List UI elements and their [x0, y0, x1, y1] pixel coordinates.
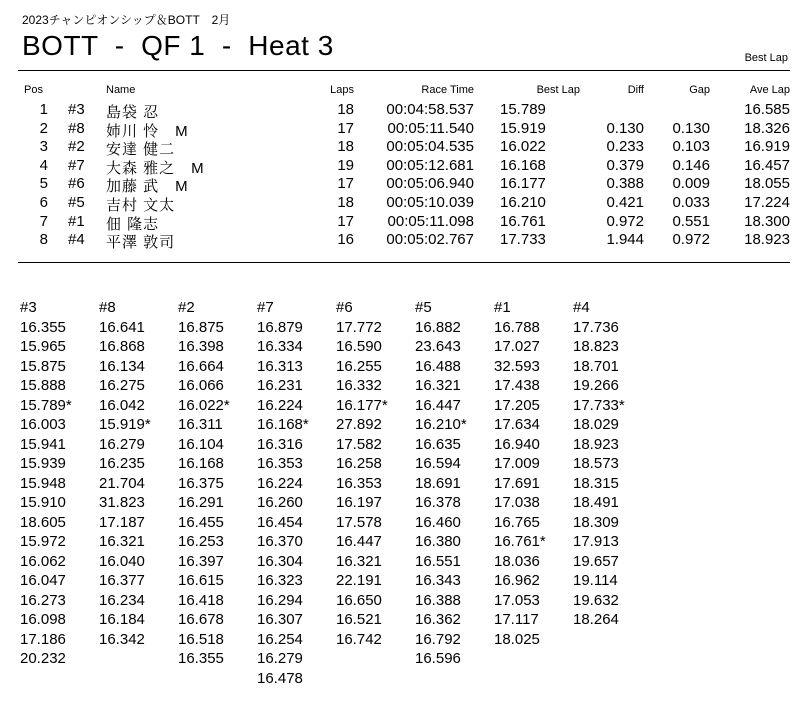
lap-time: 18.823: [573, 338, 619, 355]
kart-number-cell: #8: [68, 119, 85, 137]
laps-cell: 17: [337, 175, 354, 193]
header-divider: [18, 70, 790, 71]
lap-time: 16.635: [415, 435, 461, 453]
lap-column-header: #5: [415, 299, 432, 316]
lap-time: 19.657: [573, 552, 619, 570]
lap-time: 16.370: [257, 533, 303, 550]
laps-cell: 17: [337, 119, 354, 137]
gap-cell: 0.146: [672, 156, 710, 174]
laps-cell: 19: [337, 156, 354, 174]
driver-name-cell: 吉村 文太: [106, 197, 176, 214]
ave-lap-cell: 17.224: [744, 194, 790, 211]
kart-number-cell: #7: [68, 156, 85, 174]
driver-name-cell: 安達 健二: [106, 141, 176, 159]
best-lap-cell: 16.210: [500, 194, 546, 211]
race-time-cell: 00:05:06.940: [386, 175, 474, 193]
best-lap-cell: 16.177: [500, 175, 546, 193]
lap-time: 16.279: [257, 650, 303, 667]
result-row: [0, 120, 800, 138]
kart-number-cell: #1: [68, 212, 85, 230]
lap-column: [178, 298, 258, 669]
lap-time: 15.888: [20, 377, 66, 394]
lap-time: 16.353: [257, 455, 303, 472]
laps-cell: 18: [337, 194, 354, 211]
lap-time: 16.273: [20, 591, 66, 609]
gap-cell: 0.033: [672, 194, 710, 211]
lap-time: 16.594: [415, 455, 461, 472]
lap-time: 16.460: [415, 513, 461, 531]
lap-column-header: #3: [20, 299, 37, 316]
lap-time: 16.291: [178, 494, 224, 511]
ave-lap-cell: 16.919: [744, 138, 790, 156]
event-subtitle: 2023チャンピオンシップ＆BOTT 2月: [22, 13, 231, 27]
lap-time: 18.491: [573, 494, 619, 511]
lap-time: 16.210*: [415, 416, 467, 433]
lap-time: 16.551: [415, 552, 461, 570]
col-gap: Gap: [689, 84, 710, 96]
results-header: [0, 84, 800, 102]
lap-time: 16.447: [336, 533, 382, 550]
lap-time: 16.313: [257, 357, 303, 375]
lap-time: 16.066: [178, 377, 224, 394]
lap-column-header: #1: [494, 299, 511, 316]
lap-time: 16.224: [257, 396, 303, 414]
lap-time: 16.234: [99, 591, 145, 609]
col-pos: Pos: [24, 84, 43, 96]
ave-lap-cell: 18.055: [744, 175, 790, 193]
lap-time: 16.258: [336, 455, 382, 472]
lap-column-header: #6: [336, 299, 353, 316]
lap-time: 16.323: [257, 572, 303, 589]
lap-time: 18.029: [573, 416, 619, 433]
result-row: [0, 231, 800, 252]
best-lap-cell: 16.022: [500, 138, 546, 156]
driver-name-cell: 大森 雅之 M: [106, 159, 205, 177]
lap-time: 16.650: [336, 591, 382, 609]
kart-number-cell: #5: [68, 194, 85, 211]
lap-time: 16.168*: [257, 416, 309, 433]
lap-time: 15.972: [20, 533, 66, 550]
lap-time: 17.772: [336, 318, 382, 336]
lap-time: 20.232: [20, 650, 66, 667]
lap-time: 18.264: [573, 611, 619, 628]
diff-cell: 0.421: [606, 194, 644, 211]
ave-lap-cell: 16.457: [744, 156, 790, 174]
lap-time: 17.186: [20, 630, 66, 648]
gap-cell: 0.130: [672, 119, 710, 137]
lap-column: [573, 298, 653, 630]
lap-time: 17.578: [336, 513, 382, 531]
result-row: [0, 101, 800, 119]
page-title: BOTT - QF 1 - Heat 3: [22, 30, 334, 61]
lap-time: 16.254: [257, 630, 303, 648]
pos-cell: 5: [39, 175, 48, 193]
lap-time: 16.321: [415, 377, 461, 394]
lap-time: 18.573: [573, 455, 619, 472]
lap-time: 19.114: [573, 572, 618, 589]
lap-time: 16.304: [257, 552, 303, 570]
lap-time: 16.398: [178, 338, 224, 355]
pos-cell: 6: [39, 194, 48, 211]
lap-time: 15.919*: [99, 416, 151, 433]
col-ave-lap: Ave Lap: [749, 84, 790, 96]
lap-column: [99, 298, 179, 649]
driver-name-cell: 加藤 武 M: [106, 178, 189, 196]
lap-time: 16.742: [336, 630, 382, 648]
lap-time: 17.187: [99, 513, 145, 531]
lap-time: 16.377: [99, 572, 145, 589]
lap-column: [257, 298, 337, 688]
lap-time: 16.224: [257, 474, 303, 492]
lap-time: 16.590: [336, 338, 382, 355]
lap-time: 16.197: [336, 494, 382, 511]
lap-time: 16.334: [257, 338, 303, 355]
col-name: Name: [106, 84, 136, 96]
lap-time: 16.253: [178, 533, 224, 550]
lap-time: 16.761*: [494, 533, 546, 550]
lap-time: 16.022*: [178, 396, 230, 414]
col-race-time: Race Time: [421, 84, 474, 96]
col-best-lap: Best Lap: [536, 84, 580, 96]
best-lap-cell: 15.789: [500, 101, 546, 118]
lap-time: 16.447: [415, 396, 461, 414]
lap-column-header: #2: [178, 299, 195, 316]
lap-time: 16.418: [178, 591, 224, 609]
lap-time: 16.275: [99, 377, 145, 394]
lap-time: 16.788: [494, 318, 540, 336]
lap-time: 19.632: [573, 591, 619, 609]
result-row: [0, 213, 800, 231]
kart-number-cell: #2: [68, 138, 85, 156]
lap-time: 16.521: [336, 611, 382, 628]
lap-time: 16.332: [336, 377, 382, 394]
lap-time: 16.455: [178, 513, 224, 531]
race-time-cell: 00:05:11.098: [387, 212, 474, 230]
race-time-cell: 00:05:02.767: [386, 231, 474, 249]
ave-lap-cell: 16.585: [744, 101, 790, 118]
lap-time: 21.704: [99, 474, 145, 492]
lap-time: 18.309: [573, 513, 619, 531]
best-lap-cell: 16.168: [500, 156, 546, 174]
lap-time: 16.792: [415, 630, 461, 648]
lap-time: 16.388: [415, 591, 461, 609]
lap-time: 16.321: [99, 533, 145, 550]
lap-time: 16.042: [99, 396, 145, 414]
lap-time: 16.596: [415, 650, 461, 667]
diff-cell: 0.379: [606, 156, 644, 174]
lap-time: 18.701: [573, 357, 619, 375]
lap-time: 16.047: [20, 572, 66, 589]
lap-time: 15.965: [20, 338, 66, 355]
lap-time: 18.315: [573, 474, 619, 492]
result-row: [0, 194, 800, 212]
lap-time: 22.191: [336, 572, 382, 589]
ave-lap-cell: 18.923: [744, 231, 790, 249]
lap-column-header: #8: [99, 299, 116, 316]
laps-cell: 16: [337, 231, 354, 249]
laps-cell: 18: [337, 138, 354, 156]
lap-time: 16.678: [178, 611, 224, 628]
lap-time: 15.910: [20, 494, 66, 511]
best-lap-label: Best Lap: [744, 52, 788, 64]
diff-cell: 0.233: [606, 138, 644, 156]
lap-time: 16.641: [99, 318, 145, 336]
lap-time: 17.205: [494, 396, 540, 414]
lap-column: [415, 298, 495, 669]
lap-time: 15.941: [20, 435, 66, 453]
lap-time: 16.362: [415, 611, 461, 628]
pos-cell: 2: [39, 119, 48, 137]
lap-time: 17.736: [573, 318, 619, 336]
lap-time: 16.615: [178, 572, 224, 589]
lap-time: 16.868: [99, 338, 145, 355]
lap-time: 15.939: [20, 455, 66, 472]
lap-time: 16.454: [257, 513, 303, 531]
race-time-cell: 00:05:04.535: [386, 138, 474, 156]
lap-time: 16.765: [494, 513, 540, 531]
lap-time: 16.355: [20, 318, 66, 336]
lap-time: 16.311: [178, 416, 223, 433]
diff-cell: 0.972: [606, 212, 644, 230]
lap-time: 16.518: [178, 630, 224, 648]
race-time-cell: 00:05:12.681: [386, 156, 474, 174]
lap-column-header: #7: [257, 299, 274, 316]
lap-time: 16.040: [99, 552, 145, 570]
gap-cell: 0.551: [672, 212, 710, 230]
lap-time: 17.009: [494, 455, 540, 472]
lap-time: 16.478: [257, 669, 303, 687]
lap-time: 17.038: [494, 494, 540, 511]
pos-cell: 7: [39, 212, 48, 230]
lap-time: 16.397: [178, 552, 224, 570]
lap-time: 16.134: [99, 357, 145, 375]
diff-cell: 1.944: [606, 231, 644, 249]
lap-time: 18.605: [20, 513, 66, 531]
lap-time: 16.104: [178, 435, 224, 453]
lap-time: 16.168: [178, 455, 224, 472]
lap-time: 16.664: [178, 357, 224, 375]
lap-time: 23.643: [415, 338, 461, 355]
lap-time: 17.053: [494, 591, 540, 609]
race-time-cell: 00:04:58.537: [386, 101, 474, 118]
diff-cell: 0.388: [606, 175, 644, 193]
lap-time: 16.062: [20, 552, 66, 570]
lap-time: 18.025: [494, 630, 540, 648]
results-divider: [18, 262, 790, 263]
lap-time: 16.316: [257, 435, 303, 453]
kart-number-cell: #6: [68, 175, 85, 193]
driver-name-cell: 姉川 怜 M: [106, 122, 189, 140]
best-lap-cell: 15.919: [500, 119, 546, 137]
kart-number-cell: #4: [68, 231, 85, 249]
lap-time: 16.184: [99, 611, 145, 628]
lap-time: 16.321: [336, 552, 382, 570]
ave-lap-cell: 18.326: [744, 119, 790, 137]
kart-number-cell: #3: [68, 101, 85, 118]
lap-time: 15.789*: [20, 396, 72, 414]
race-time-cell: 00:05:10.039: [386, 194, 474, 211]
gap-cell: 0.103: [672, 138, 710, 156]
lap-time: 17.733*: [573, 396, 625, 414]
lap-time: 16.353: [336, 474, 382, 492]
lap-time: 16.879: [257, 318, 303, 336]
lap-time: 17.438: [494, 377, 540, 394]
driver-name-cell: 佃 隆志: [106, 215, 160, 233]
lap-time: 16.255: [336, 357, 382, 375]
pos-cell: 3: [39, 138, 48, 156]
lap-time: 16.003: [20, 416, 66, 433]
pos-cell: 1: [39, 101, 48, 118]
ave-lap-cell: 18.300: [744, 212, 790, 230]
gap-cell: 0.972: [672, 231, 710, 249]
lap-time: 16.235: [99, 455, 145, 472]
lap-time: 16.940: [494, 435, 540, 453]
lap-time: 17.634: [494, 416, 540, 433]
lap-time: 17.913: [573, 533, 619, 550]
result-row: [0, 138, 800, 159]
lap-time: 15.948: [20, 474, 66, 492]
lap-time: 17.691: [494, 474, 540, 492]
lap-time: 16.375: [178, 474, 224, 492]
lap-time: 27.892: [336, 416, 382, 433]
lap-time: 16.279: [99, 435, 145, 453]
lap-time: 16.378: [415, 494, 461, 511]
lap-time: 32.593: [494, 357, 540, 375]
lap-time: 16.882: [415, 318, 461, 336]
lap-time: 16.260: [257, 494, 303, 511]
driver-name-cell: 平澤 敦司: [106, 234, 176, 252]
lap-time: 16.488: [415, 357, 461, 375]
lap-time: 16.343: [415, 572, 461, 589]
lap-time: 16.962: [494, 572, 540, 589]
lap-column: [494, 298, 574, 649]
driver-name-cell: 島袋 忍: [106, 104, 160, 121]
laps-cell: 18: [337, 101, 354, 118]
lap-time: 16.355: [178, 650, 224, 667]
lap-time: 16.380: [415, 533, 461, 550]
race-time-cell: 00:05:11.540: [387, 119, 474, 137]
laps-cell: 17: [337, 212, 354, 230]
lap-time: 18.691: [415, 474, 461, 492]
result-row: [0, 175, 800, 196]
lap-time: 16.307: [257, 611, 303, 628]
lap-time: 18.036: [494, 552, 540, 570]
lap-time: 17.582: [336, 435, 382, 453]
best-lap-cell: 17.733: [500, 231, 546, 249]
diff-cell: 0.130: [606, 119, 644, 137]
lap-time: 15.875: [20, 357, 66, 375]
lap-time: 16.875: [178, 318, 224, 336]
best-lap-cell: 16.761: [500, 212, 546, 230]
lap-time: 16.231: [257, 377, 303, 394]
pos-cell: 8: [39, 231, 48, 249]
lap-time: 16.098: [20, 611, 66, 628]
gap-cell: 0.009: [672, 175, 710, 193]
lap-time: 17.117: [494, 611, 539, 628]
lap-time: 19.266: [573, 377, 619, 394]
lap-time: 31.823: [99, 494, 145, 511]
lap-time: 16.342: [99, 630, 145, 648]
lap-column-header: #4: [573, 299, 590, 316]
lap-column: [20, 298, 100, 669]
col-diff: Diff: [627, 84, 644, 96]
pos-cell: 4: [39, 156, 48, 174]
lap-column: [336, 298, 416, 649]
lap-time: 17.027: [494, 338, 540, 355]
lap-time: 18.923: [573, 435, 619, 453]
result-row: [0, 157, 800, 175]
lap-time: 16.294: [257, 591, 303, 609]
col-laps: Laps: [330, 84, 354, 96]
lap-time: 16.177*: [336, 396, 388, 414]
